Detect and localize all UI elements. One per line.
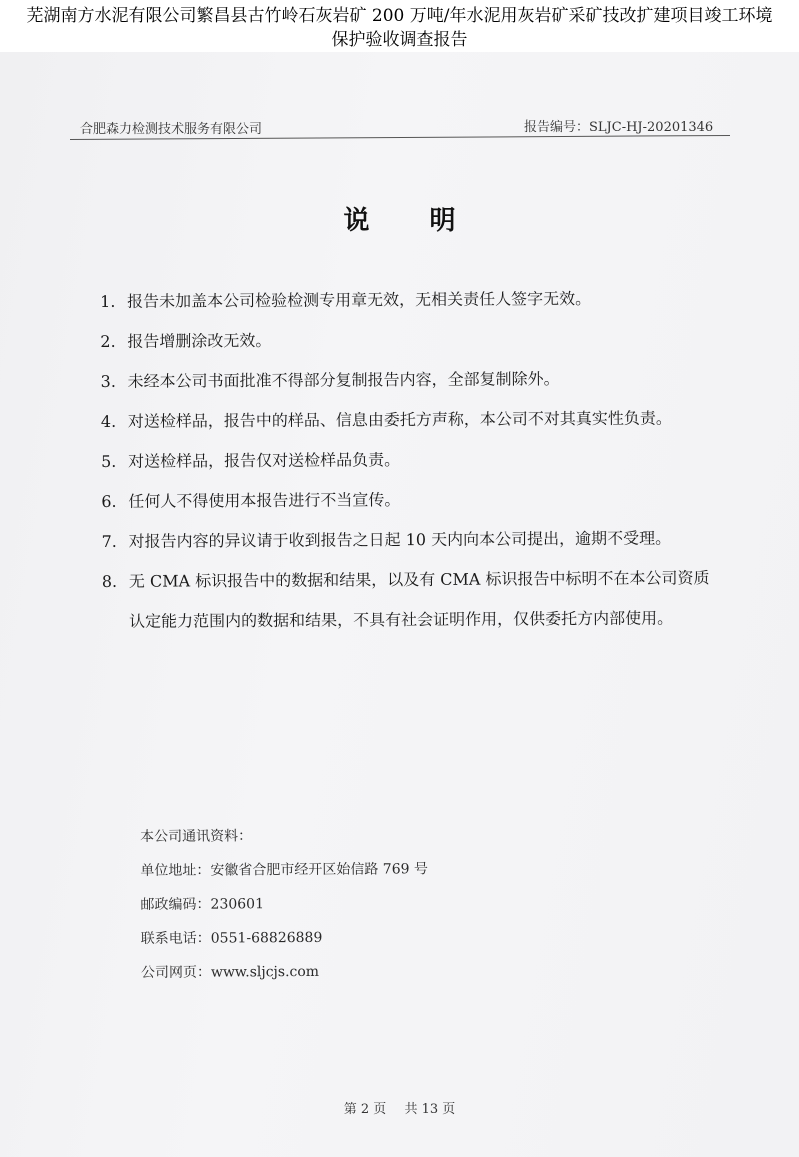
page-heading: 说明: [343, 206, 516, 236]
report-number: 报告编号：SLJC-HJ-20201346: [524, 120, 714, 135]
notice-text: 无 CMA 标识报告中的数据和结果，以及有 CMA 标识报告中标明不在本公司资质认定能力范围内的数据和结果，不具有社会证明作用，仅供委托方内部使用。: [128, 568, 710, 631]
document-title-line-1: 芜湖南方水泥有限公司繁昌县古竹岭石灰岩矿 200 万吨/年水泥用灰岩矿采矿技改扩建项目竣工环境: [26, 6, 773, 26]
notice-item-7: [101, 518, 711, 562]
contact-heading: 本公司通讯资料：: [140, 828, 253, 845]
notice-number: 4.: [100, 411, 117, 431]
document-title-line-2: 保护验收调查报告: [331, 30, 468, 50]
contact-phone: 联系电话：0551-68826889: [140, 929, 323, 947]
contact-address: 单位地址：安徽省合肥市经开区始信路 769 号: [140, 861, 428, 879]
page-total: 共 13 页: [404, 1102, 456, 1117]
notice-item-6: [101, 478, 711, 522]
notice-item-2: [100, 318, 710, 362]
notice-item-4: [101, 398, 711, 442]
notice-item-8: [102, 558, 712, 642]
notice-list: [100, 278, 712, 642]
notice-item-5: [101, 438, 711, 482]
notice-number: 5.: [101, 451, 117, 471]
contact-postcode: 邮政编码：230601: [140, 896, 265, 913]
notice-text: 任何人不得使用本报告进行不当宣传。: [128, 490, 401, 511]
contact-website: 公司网页：www.sljcjs.com: [140, 963, 320, 981]
contact-info: [140, 818, 429, 990]
notice-text: 报告未加盖本公司检验检测专用章无效，无相关责任人签字无效。: [127, 289, 592, 311]
notice-number: 2.: [100, 331, 116, 351]
notice-text: 对报告内容的异议请于收到报告之日起 10 天内向本公司提出，逾期不受理。: [128, 528, 672, 551]
notice-number: 8.: [101, 571, 118, 591]
page-number: 第 2 页: [343, 1102, 387, 1117]
notice-item-1: [100, 278, 710, 322]
notice-text: 未经本公司书面批准不得部分复制报告内容，全部复制除外。: [127, 369, 560, 391]
notice-item-3: [100, 358, 710, 402]
notice-number: 3.: [100, 371, 116, 391]
notice-number: 7.: [101, 531, 117, 551]
notice-text: 对送检样品，报告仅对送检样品负责。: [128, 450, 401, 471]
notice-number: 6.: [101, 491, 117, 511]
notice-text: 对送检样品，报告中的样品、信息由委托方声称，本公司不对其真实性负责。: [127, 408, 672, 431]
notice-number: 1.: [100, 291, 116, 311]
issuing-company: 合肥森力检测技术服务有限公司: [80, 122, 263, 137]
notice-text: 报告增删涂改无效。: [127, 330, 272, 351]
document-title: [0, 4, 799, 52]
page-footer: [0, 1098, 799, 1117]
